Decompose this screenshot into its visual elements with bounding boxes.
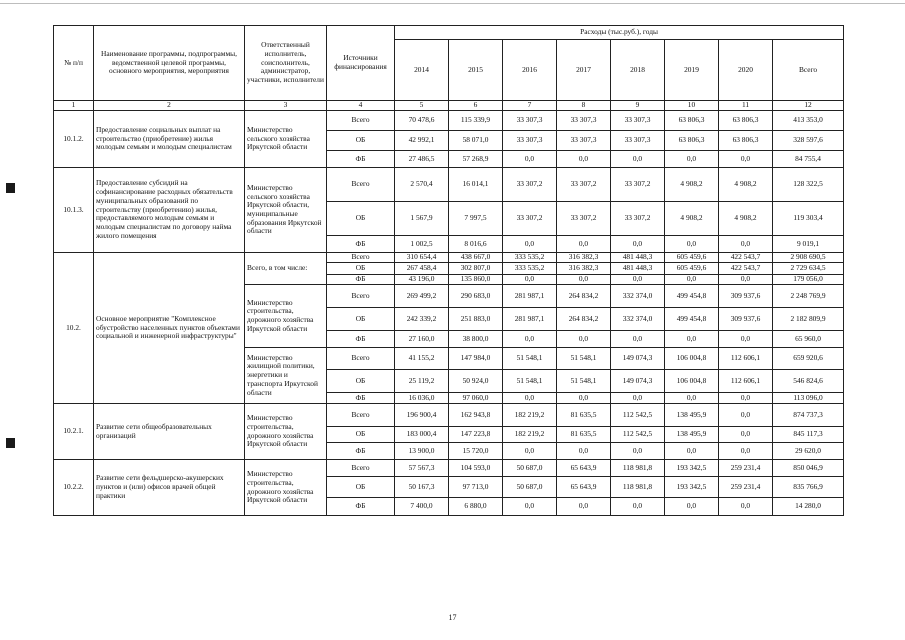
year-value: 6 880,0 <box>449 498 503 516</box>
year-value: 0,0 <box>719 393 773 404</box>
year-value: 25 119,2 <box>395 370 449 393</box>
year-value: 332 374,0 <box>611 285 665 308</box>
year-value: 57 567,3 <box>395 460 449 477</box>
year-value: 118 981,8 <box>611 477 665 498</box>
header-year: 2017 <box>557 40 611 101</box>
year-value: 0,0 <box>719 275 773 285</box>
year-value: 481 448,3 <box>611 253 665 263</box>
header-expenses: Расходы (тыс.руб.), годы <box>395 26 844 40</box>
year-value: 0,0 <box>503 236 557 253</box>
year-value: 65 643,9 <box>557 460 611 477</box>
column-number: 5 <box>395 101 449 111</box>
funding-source: Всего <box>327 404 395 427</box>
year-value: 138 495,9 <box>665 427 719 443</box>
funding-source: Всего <box>327 111 395 131</box>
executor-name: Министерство сельского хозяйства Иркутской области, муниципальные образования Иркутской области <box>245 168 327 253</box>
year-value: 316 382,3 <box>557 263 611 275</box>
year-value: 0,0 <box>611 236 665 253</box>
year-value: 0,0 <box>503 275 557 285</box>
year-value: 1 567,9 <box>395 202 449 236</box>
year-value: 309 937,6 <box>719 308 773 331</box>
table-row <box>54 111 844 131</box>
year-value: 290 683,0 <box>449 285 503 308</box>
year-value: 269 499,2 <box>395 285 449 308</box>
year-value: 0,0 <box>557 236 611 253</box>
year-value: 118 981,8 <box>611 460 665 477</box>
year-value: 281 987,1 <box>503 285 557 308</box>
year-value: 16 036,0 <box>395 393 449 404</box>
year-value: 0,0 <box>611 498 665 516</box>
year-value: 333 535,2 <box>503 253 557 263</box>
year-value: 0,0 <box>665 236 719 253</box>
column-number: 2 <box>94 101 245 111</box>
column-number: 6 <box>449 101 503 111</box>
year-value: 0,0 <box>611 393 665 404</box>
year-value: 7 997,5 <box>449 202 503 236</box>
year-value: 0,0 <box>503 498 557 516</box>
year-value: 242 339,2 <box>395 308 449 331</box>
funding-source: ОБ <box>327 427 395 443</box>
year-value: 51 548,1 <box>557 348 611 370</box>
year-value: 58 071,0 <box>449 131 503 151</box>
year-value: 149 074,3 <box>611 348 665 370</box>
header-executor: Ответственный исполнитель, соисполнитель, администратор, участники, исполнители <box>245 26 327 101</box>
funding-source: Всего <box>327 168 395 202</box>
year-value: 0,0 <box>719 331 773 348</box>
funding-source: ФБ <box>327 331 395 348</box>
executor-name: Министерство строительства, дорожного хозяйства Иркутской области <box>245 285 327 348</box>
budget-table <box>53 25 844 516</box>
year-value: 310 654,4 <box>395 253 449 263</box>
year-value: 65 643,9 <box>557 477 611 498</box>
total-value: 2 908 690,5 <box>773 253 844 263</box>
program-code: 10.2.1. <box>54 404 94 460</box>
year-value: 259 231,4 <box>719 460 773 477</box>
punch-hole-mark <box>6 183 15 193</box>
year-value: 106 004,8 <box>665 370 719 393</box>
year-value: 1 002,5 <box>395 236 449 253</box>
total-value: 413 353,0 <box>773 111 844 131</box>
total-value: 128 322,5 <box>773 168 844 202</box>
year-value: 0,0 <box>719 404 773 427</box>
total-value: 65 960,0 <box>773 331 844 348</box>
year-value: 0,0 <box>611 443 665 460</box>
header-year: 2019 <box>665 40 719 101</box>
year-value: 4 908,2 <box>665 202 719 236</box>
year-value: 0,0 <box>557 331 611 348</box>
year-value: 15 720,0 <box>449 443 503 460</box>
total-value: 845 117,3 <box>773 427 844 443</box>
year-value: 33 307,3 <box>557 111 611 131</box>
funding-source: ФБ <box>327 443 395 460</box>
year-value: 0,0 <box>665 275 719 285</box>
page-number: 17 <box>448 613 457 622</box>
program-name: Развитие сети фельдшерско-акушерских пунктов и (или) офисов врачей общей практики <box>94 460 245 516</box>
funding-source: ОБ <box>327 202 395 236</box>
year-value: 16 014,1 <box>449 168 503 202</box>
year-value: 162 943,8 <box>449 404 503 427</box>
year-value: 41 155,2 <box>395 348 449 370</box>
funding-source: Всего <box>327 460 395 477</box>
funding-source: ОБ <box>327 263 395 275</box>
funding-source: Всего <box>327 285 395 308</box>
total-value: 2 182 809,9 <box>773 308 844 331</box>
year-value: 0,0 <box>665 498 719 516</box>
year-value: 259 231,4 <box>719 477 773 498</box>
year-value: 70 478,6 <box>395 111 449 131</box>
year-value: 50 687,0 <box>503 477 557 498</box>
header-year: 2018 <box>611 40 665 101</box>
column-number: 9 <box>611 101 665 111</box>
year-value: 0,0 <box>611 275 665 285</box>
year-value: 281 987,1 <box>503 308 557 331</box>
year-value: 112 542,5 <box>611 404 665 427</box>
year-value: 499 454,8 <box>665 308 719 331</box>
year-value: 4 908,2 <box>719 202 773 236</box>
year-value: 499 454,8 <box>665 285 719 308</box>
total-value: 546 824,6 <box>773 370 844 393</box>
year-value: 0,0 <box>611 331 665 348</box>
year-value: 0,0 <box>503 443 557 460</box>
year-value: 50 924,0 <box>449 370 503 393</box>
column-number: 4 <box>327 101 395 111</box>
year-value: 63 806,3 <box>719 131 773 151</box>
year-value: 112 606,1 <box>719 370 773 393</box>
year-value: 147 984,0 <box>449 348 503 370</box>
total-value: 659 920,6 <box>773 348 844 370</box>
year-value: 0,0 <box>503 393 557 404</box>
funding-source: ОБ <box>327 477 395 498</box>
year-value: 33 307,3 <box>503 111 557 131</box>
year-value: 50 167,3 <box>395 477 449 498</box>
header-year: 2014 <box>395 40 449 101</box>
year-value: 33 307,2 <box>503 202 557 236</box>
year-value: 8 016,6 <box>449 236 503 253</box>
year-value: 2 570,4 <box>395 168 449 202</box>
year-value: 264 834,2 <box>557 308 611 331</box>
year-value: 333 535,2 <box>503 263 557 275</box>
column-number: 10 <box>665 101 719 111</box>
year-value: 33 307,2 <box>557 168 611 202</box>
year-value: 33 307,2 <box>611 168 665 202</box>
header-year: 2016 <box>503 40 557 101</box>
total-value: 179 056,0 <box>773 275 844 285</box>
year-value: 33 307,3 <box>503 131 557 151</box>
year-value: 182 219,2 <box>503 404 557 427</box>
year-value: 135 860,0 <box>449 275 503 285</box>
year-value: 0,0 <box>719 427 773 443</box>
total-value: 119 303,4 <box>773 202 844 236</box>
year-value: 112 542,5 <box>611 427 665 443</box>
year-value: 309 937,6 <box>719 285 773 308</box>
year-value: 51 548,1 <box>557 370 611 393</box>
table-row <box>54 460 844 477</box>
year-value: 251 883,0 <box>449 308 503 331</box>
year-value: 63 806,3 <box>665 131 719 151</box>
year-value: 193 342,5 <box>665 460 719 477</box>
header-year: 2015 <box>449 40 503 101</box>
year-value: 0,0 <box>557 393 611 404</box>
year-value: 33 307,2 <box>611 202 665 236</box>
year-value: 43 196,0 <box>395 275 449 285</box>
year-value: 33 307,3 <box>611 111 665 131</box>
program-code: 10.2.2. <box>54 460 94 516</box>
year-value: 63 806,3 <box>719 111 773 131</box>
header-funding-source: Источники финансирования <box>327 26 395 101</box>
program-name: Развитие сети общеобразовательных организаций <box>94 404 245 460</box>
year-value: 97 060,0 <box>449 393 503 404</box>
column-number: 8 <box>557 101 611 111</box>
year-value: 104 593,0 <box>449 460 503 477</box>
year-value: 0,0 <box>557 275 611 285</box>
scan-edge-line <box>0 3 905 4</box>
year-value: 332 374,0 <box>611 308 665 331</box>
year-value: 0,0 <box>719 151 773 168</box>
funding-source: ОБ <box>327 131 395 151</box>
year-value: 4 908,2 <box>719 168 773 202</box>
executor-name: Министерство строительства, дорожного хозяйства Иркутской области <box>245 404 327 460</box>
executor-name: Министерство жилищной политики, энергетики и транспорта Иркутской области <box>245 348 327 404</box>
header-year: 2020 <box>719 40 773 101</box>
funding-source: ОБ <box>327 308 395 331</box>
executor-name: Министерство сельского хозяйства Иркутской области <box>245 111 327 168</box>
punch-hole-mark <box>6 438 15 448</box>
year-value: 0,0 <box>557 151 611 168</box>
program-code: 10.1.3. <box>54 168 94 253</box>
year-value: 81 635,5 <box>557 404 611 427</box>
table-row <box>54 168 844 202</box>
year-value: 4 908,2 <box>665 168 719 202</box>
year-value: 138 495,9 <box>665 404 719 427</box>
total-value: 29 620,0 <box>773 443 844 460</box>
year-value: 13 900,0 <box>395 443 449 460</box>
total-value: 2 729 634,5 <box>773 263 844 275</box>
total-value: 84 755,4 <box>773 151 844 168</box>
funding-source: ФБ <box>327 151 395 168</box>
program-name: Основное мероприятие "Комплексное обустройство населенных пунктов объектами социальной и инженерной инфраструктуры" <box>94 253 245 404</box>
year-value: 115 339,9 <box>449 111 503 131</box>
funding-source: ФБ <box>327 498 395 516</box>
year-value: 0,0 <box>665 151 719 168</box>
year-value: 481 448,3 <box>611 263 665 275</box>
funding-source: ФБ <box>327 393 395 404</box>
year-value: 63 806,3 <box>665 111 719 131</box>
year-value: 0,0 <box>503 331 557 348</box>
year-value: 0,0 <box>719 498 773 516</box>
year-value: 0,0 <box>611 151 665 168</box>
year-value: 42 992,1 <box>395 131 449 151</box>
year-value: 422 543,7 <box>719 263 773 275</box>
year-value: 193 342,5 <box>665 477 719 498</box>
year-value: 0,0 <box>719 443 773 460</box>
column-number: 7 <box>503 101 557 111</box>
total-value: 9 019,1 <box>773 236 844 253</box>
program-name: Предоставление социальных выплат на строительство (приобретение) жилья молодым семьям и молодым специалистам <box>94 111 245 168</box>
year-value: 112 606,1 <box>719 348 773 370</box>
year-value: 264 834,2 <box>557 285 611 308</box>
total-value: 874 737,3 <box>773 404 844 427</box>
program-code: 10.2. <box>54 253 94 404</box>
funding-source: Всего <box>327 253 395 263</box>
funding-source: ОБ <box>327 370 395 393</box>
executor-name: Министерство строительства, дорожного хозяйства Иркутской области <box>245 460 327 516</box>
total-value: 2 248 769,9 <box>773 285 844 308</box>
year-value: 422 543,7 <box>719 253 773 263</box>
column-number: 12 <box>773 101 844 111</box>
header-year: Всего <box>773 40 844 101</box>
executor-name: Всего, в том числе: <box>245 253 327 285</box>
funding-source: Всего <box>327 348 395 370</box>
year-value: 0,0 <box>665 331 719 348</box>
total-value: 113 096,0 <box>773 393 844 404</box>
year-value: 50 687,0 <box>503 460 557 477</box>
total-value: 850 046,9 <box>773 460 844 477</box>
year-value: 7 400,0 <box>395 498 449 516</box>
year-value: 81 635,5 <box>557 427 611 443</box>
program-code: 10.1.2. <box>54 111 94 168</box>
year-value: 51 548,1 <box>503 348 557 370</box>
header-program-name: Наименование программы, подпрограммы, ведомственной целевой программы, основного мероприятия, мероприятия <box>94 26 245 101</box>
year-value: 438 667,0 <box>449 253 503 263</box>
year-value: 57 268,9 <box>449 151 503 168</box>
year-value: 302 807,0 <box>449 263 503 275</box>
year-value: 605 459,6 <box>665 253 719 263</box>
header-number: № п/п <box>54 26 94 101</box>
year-value: 38 800,0 <box>449 331 503 348</box>
year-value: 182 219,2 <box>503 427 557 443</box>
year-value: 605 459,6 <box>665 263 719 275</box>
column-number-row <box>54 101 844 111</box>
table-row <box>54 404 844 427</box>
year-value: 183 000,4 <box>395 427 449 443</box>
year-value: 33 307,2 <box>557 202 611 236</box>
year-value: 33 307,2 <box>503 168 557 202</box>
column-number: 11 <box>719 101 773 111</box>
year-value: 97 713,0 <box>449 477 503 498</box>
year-value: 0,0 <box>503 151 557 168</box>
year-value: 33 307,3 <box>557 131 611 151</box>
year-value: 27 160,0 <box>395 331 449 348</box>
year-value: 147 223,8 <box>449 427 503 443</box>
year-value: 27 486,5 <box>395 151 449 168</box>
year-value: 106 004,8 <box>665 348 719 370</box>
table-row <box>54 253 844 263</box>
column-number: 3 <box>245 101 327 111</box>
total-value: 328 597,6 <box>773 131 844 151</box>
year-value: 0,0 <box>665 393 719 404</box>
funding-source: ФБ <box>327 236 395 253</box>
year-value: 0,0 <box>719 236 773 253</box>
year-value: 0,0 <box>557 443 611 460</box>
total-value: 14 280,0 <box>773 498 844 516</box>
year-value: 33 307,3 <box>611 131 665 151</box>
year-value: 149 074,3 <box>611 370 665 393</box>
year-value: 196 900,4 <box>395 404 449 427</box>
year-value: 0,0 <box>557 498 611 516</box>
program-name: Предоставление субсидий на софинансирование расходных обязательств муниципальных образований по строительству (приобретению) жилья, предоставляемого молодым семьям и молодым специалистам по договору найма жилого помещения <box>94 168 245 253</box>
year-value: 267 458,4 <box>395 263 449 275</box>
year-value: 0,0 <box>665 443 719 460</box>
year-value: 51 548,1 <box>503 370 557 393</box>
total-value: 835 766,9 <box>773 477 844 498</box>
funding-source: ФБ <box>327 275 395 285</box>
column-number: 1 <box>54 101 94 111</box>
year-value: 316 382,3 <box>557 253 611 263</box>
